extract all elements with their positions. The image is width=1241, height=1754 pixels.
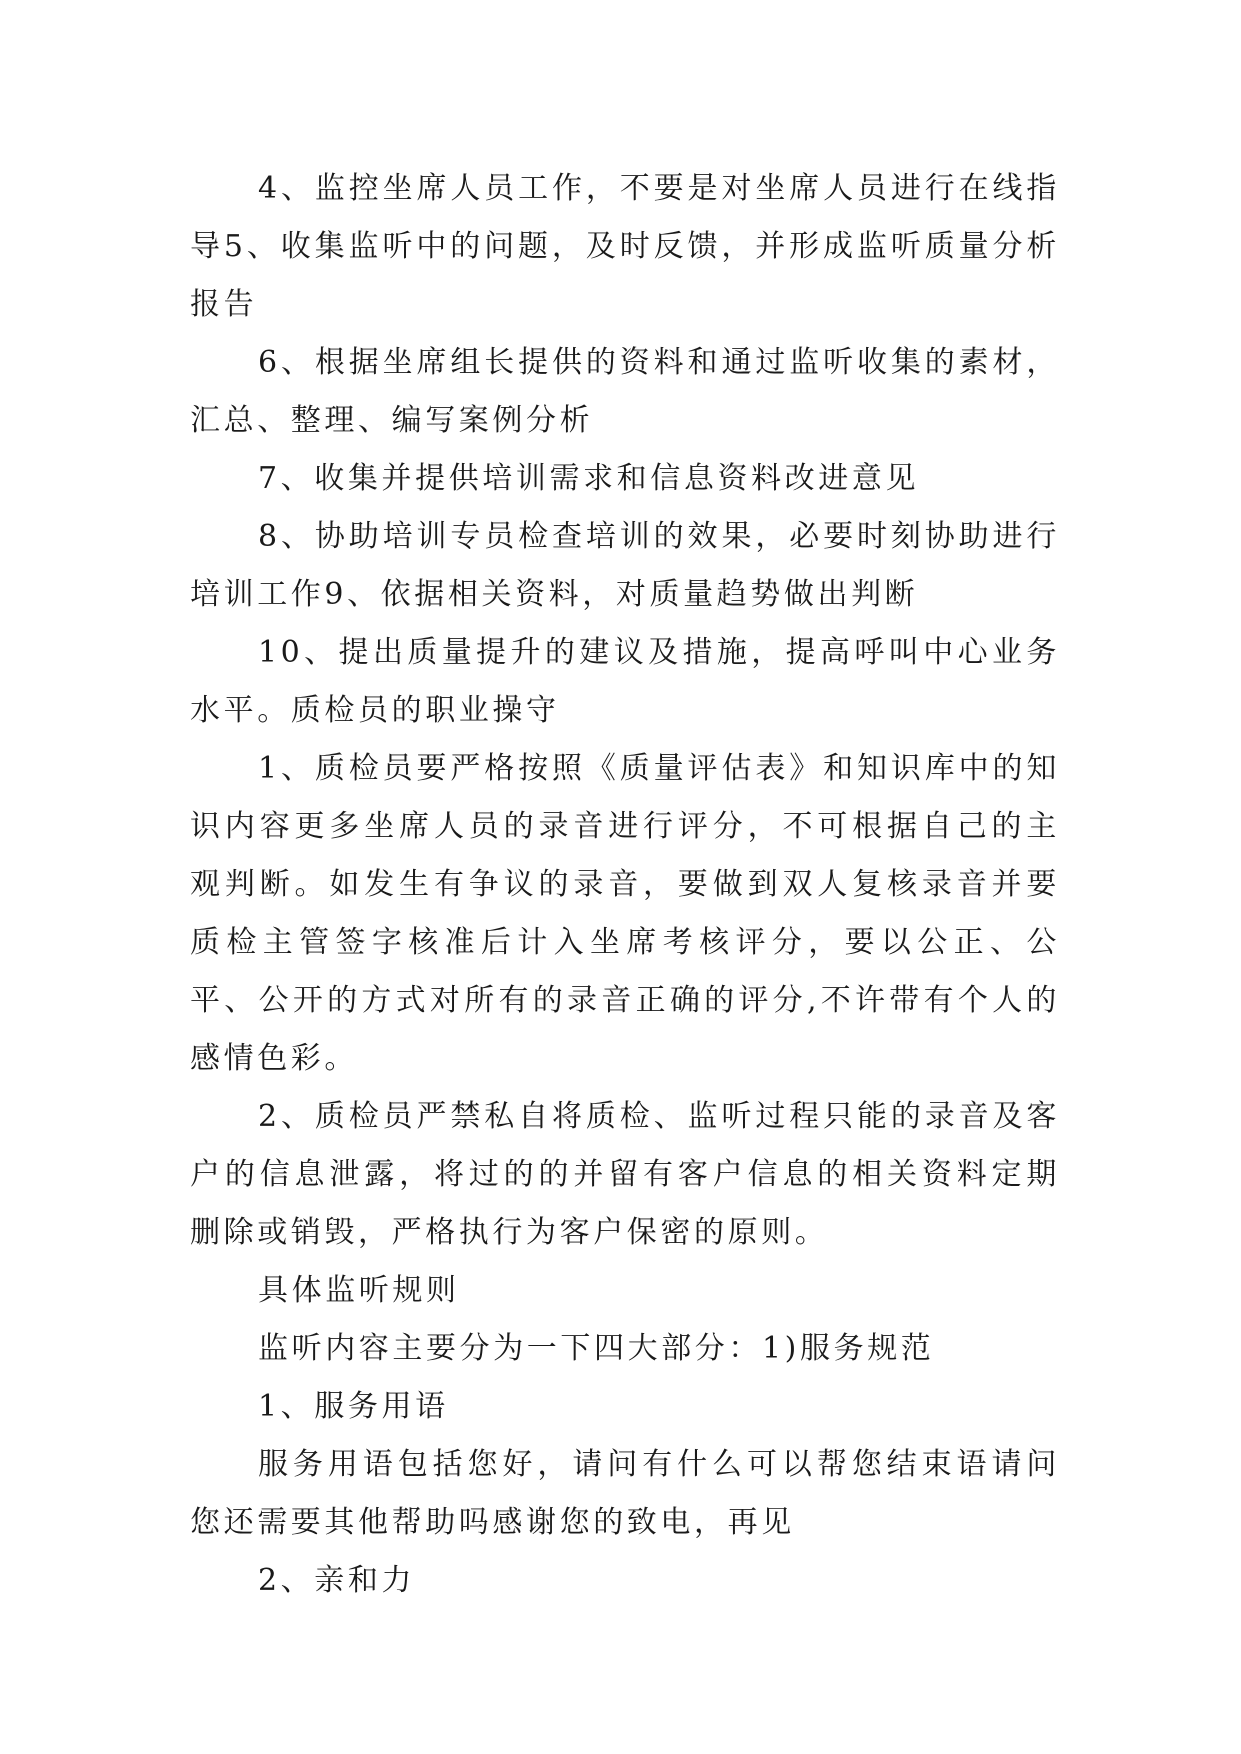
paragraph-duty-7: 7、收集并提供培训需求和信息资料改进意见	[258, 461, 920, 496]
paragraph-service-phrases: 服务用语包括您好，请问有什么可以帮您结束语请问您还需要其他帮助吗感谢您的致电，再见	[190, 1447, 1060, 1540]
paragraph-duty-10: 10、提出质量提升的建议及措施，提高呼叫中心业务水平。质检员的职业操守	[190, 635, 1060, 728]
subheading-service-phrases: 1、服务用语	[258, 1389, 449, 1424]
paragraph-monitoring-content: 监听内容主要分为一下四大部分：1)服务规范	[258, 1331, 935, 1366]
paragraph-duty-4-5: 4、监控坐席人员工作，不要是对坐席人员进行在线指导5、收集监听中的问题，及时反馈，并形成监听质量分析报告	[190, 171, 1060, 322]
section-heading-monitoring-rules: 具体监听规则	[258, 1273, 460, 1308]
paragraph-duty-8-9: 8、协助培训专员检查培训的效果，必要时刻协助进行培训工作9、依据相关资料，对质量趋势做出判断	[190, 519, 1060, 612]
paragraph-ethics-1: 1、质检员要严格按照《质量评估表》和知识库中的知识内容更多坐席人员的录音进行评分，不可根据自己的主观判断。如发生有争议的录音，要做到双人复核录音并要质检主管签字核准后计入坐席考核评分，要以公正、公平、公开的方式对所有的录音正确的评分,不许带有个人的感情色彩。	[190, 751, 1060, 1076]
subheading-affinity: 2、亲和力	[258, 1563, 416, 1598]
paragraph-ethics-2: 2、质检员严禁私自将质检、监听过程只能的录音及客户的信息泄露，将过的的并留有客户信息的相关资料定期删除或销毁，严格执行为客户保密的原则。	[190, 1099, 1060, 1250]
document-body	[190, 160, 1060, 1610]
paragraph-duty-6: 6、根据坐席组长提供的资料和通过监听收集的素材，汇总、整理、编写案例分析	[190, 345, 1060, 438]
